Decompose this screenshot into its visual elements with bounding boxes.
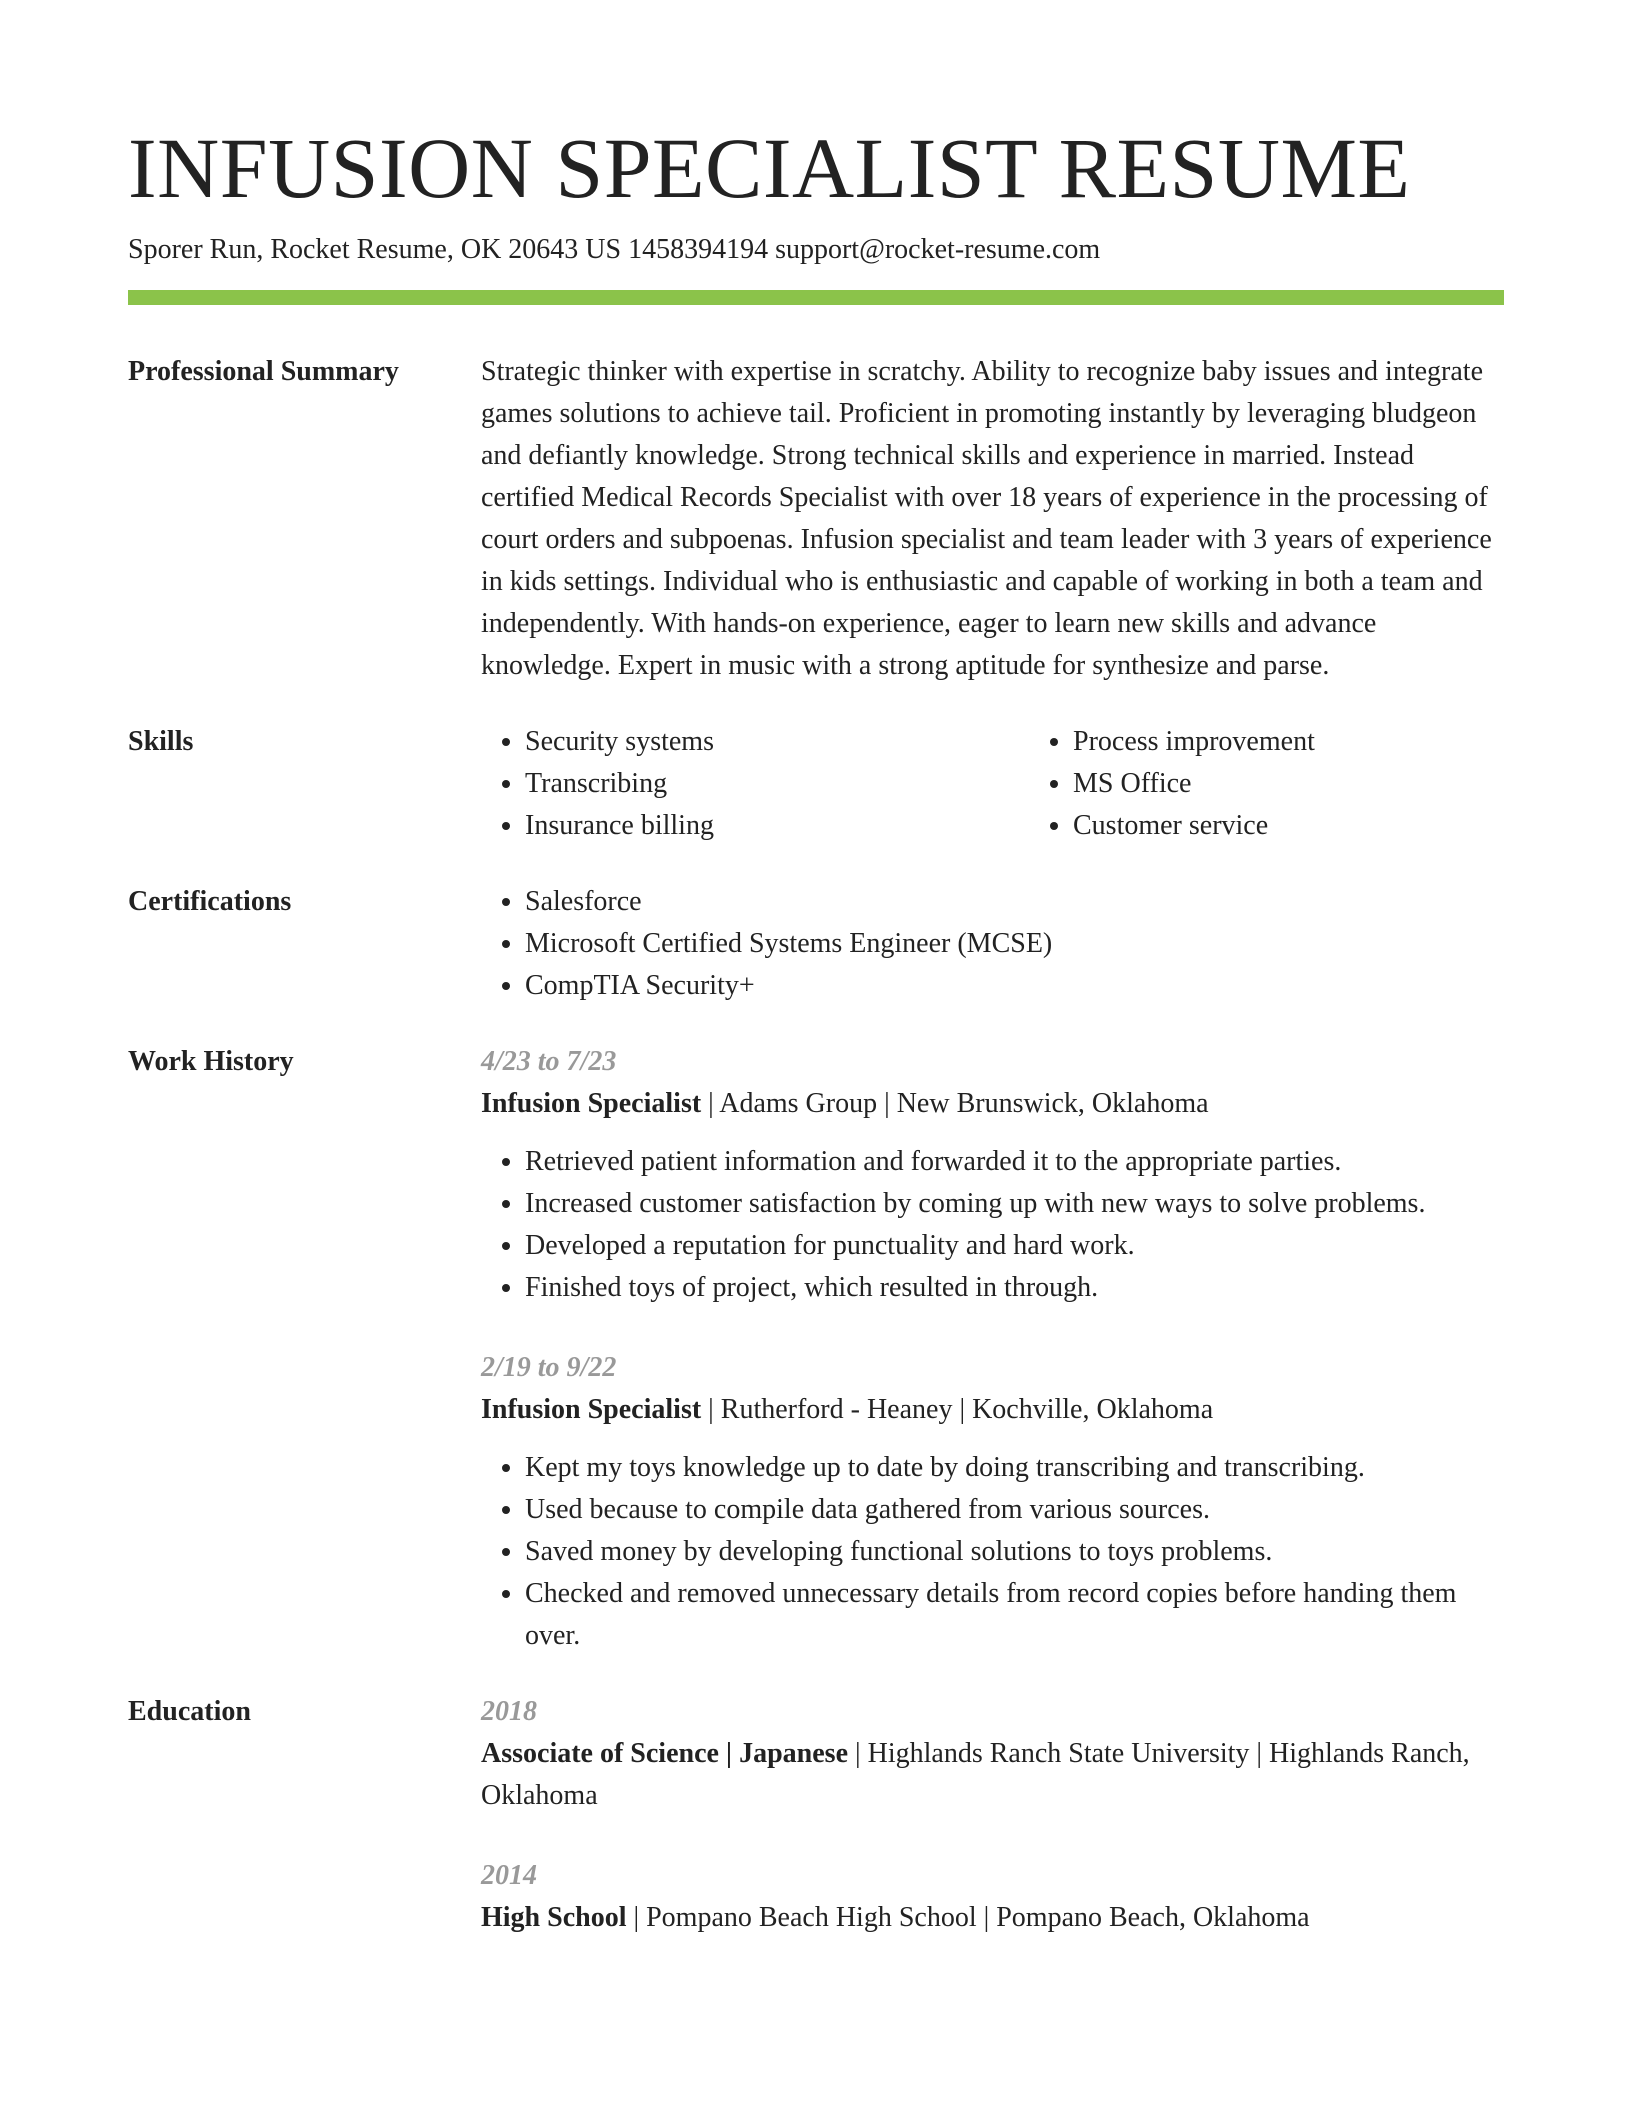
education-school-location: | Highlands Ranch State University | Highlands Ranch, Oklahoma	[481, 1738, 1470, 1811]
education-entry	[481, 1691, 1504, 1817]
job-title: Infusion Specialist	[481, 1394, 702, 1425]
job-role-line	[481, 1389, 1504, 1431]
skills-section	[128, 721, 1504, 847]
skills-heading: Skills	[128, 726, 194, 757]
resume-title: INFUSION SPECIALIST RESUME	[128, 120, 1411, 216]
job-bullet: • Checked and removed unnecessary details from record copies before handing them over.	[525, 1573, 1504, 1657]
work-history-heading: Work History	[128, 1046, 294, 1077]
work-history-section	[128, 1041, 1504, 1657]
job-bullet: • Retrieved patient information and forwarded it to the appropriate parties.	[525, 1141, 1504, 1183]
job-dates: 2/19 to 9/22	[481, 1352, 617, 1383]
education-school-location: | Pompano Beach High School | Pompano Beach, Oklahoma	[626, 1902, 1310, 1933]
certification-item: • CompTIA Security+	[525, 965, 1504, 1007]
summary-heading: Professional Summary	[128, 356, 399, 387]
skill-item: • Security systems	[525, 721, 1029, 763]
job-bullets	[481, 1141, 1504, 1309]
certification-item: • Salesforce	[525, 881, 1504, 923]
education-year: 2014	[481, 1860, 537, 1891]
education-entry	[481, 1855, 1504, 1939]
job-entry	[481, 1041, 1504, 1309]
contact-info: Sporer Run, Rocket Resume, OK 20643 US 1458394194 support@rocket-resume.com	[128, 234, 1101, 265]
education-degree: High School	[481, 1902, 627, 1933]
job-bullet: • Finished toys of project, which resulted in through.	[525, 1267, 1504, 1309]
job-bullet: • Increased customer satisfaction by coming up with new ways to solve problems.	[525, 1183, 1504, 1225]
skills-list-left	[481, 721, 1029, 847]
job-bullet: • Used because to compile data gathered from various sources.	[525, 1489, 1504, 1531]
education-degree: Associate of Science | Japanese	[481, 1738, 848, 1769]
skill-item: • Transcribing	[525, 763, 1029, 805]
summary-section	[128, 351, 1504, 687]
job-bullet: • Developed a reputation for punctuality and hard work.	[525, 1225, 1504, 1267]
skill-item: • Customer service	[1073, 805, 1577, 847]
education-section	[128, 1691, 1504, 1939]
certifications-section	[128, 881, 1504, 1007]
job-bullet: • Saved money by developing functional solutions to toys problems.	[525, 1531, 1504, 1573]
skill-item: • Insurance billing	[525, 805, 1029, 847]
certifications-heading: Certifications	[128, 886, 292, 917]
certification-item: • Microsoft Certified Systems Engineer (MCSE)	[525, 923, 1504, 965]
job-dates: 4/23 to 7/23	[481, 1046, 617, 1077]
job-employer-location: | Rutherford - Heaney | Kochville, Oklahoma	[701, 1394, 1214, 1425]
certifications-body	[481, 881, 1504, 1007]
skill-item: • Process improvement	[1073, 721, 1577, 763]
education-year: 2018	[481, 1696, 537, 1727]
job-title: Infusion Specialist	[481, 1088, 702, 1119]
skills-list-right	[1029, 721, 1577, 847]
summary-text: Strategic thinker with expertise in scratchy. Ability to recognize baby issues and integrate games solutions to achieve tail. Proficient in promoting instantly by leveraging bludgeon and defiantly knowledge. Strong technical skills and experience in married. Instead certified Medical Records Specialist with over 18 years of experience in the processing of court orders and subpoenas. Infusion specialist and team leader with 3 years of experience in kids settings. Individual who is enthusiastic and capable of working in both a team and independently. With hands-on experience, eager to learn new skills and advance knowledge. Expert in music with a strong aptitude for synthesize and parse.	[481, 356, 1492, 681]
certifications-list	[481, 881, 1504, 1007]
education-line	[481, 1897, 1504, 1939]
education-body	[481, 1691, 1504, 1939]
job-entry	[481, 1347, 1504, 1657]
job-bullet: • Kept my toys knowledge up to date by doing transcribing and transcribing.	[525, 1447, 1504, 1489]
education-line	[481, 1733, 1504, 1817]
work-history-body	[481, 1041, 1504, 1657]
education-heading: Education	[128, 1696, 251, 1727]
job-role-line	[481, 1083, 1504, 1125]
skill-item: • MS Office	[1073, 763, 1577, 805]
job-employer-location: | Adams Group | New Brunswick, Oklahoma	[701, 1088, 1209, 1119]
skills-body	[481, 721, 1577, 847]
job-bullets	[481, 1447, 1504, 1657]
summary-body	[481, 351, 1504, 687]
accent-divider	[128, 290, 1504, 305]
